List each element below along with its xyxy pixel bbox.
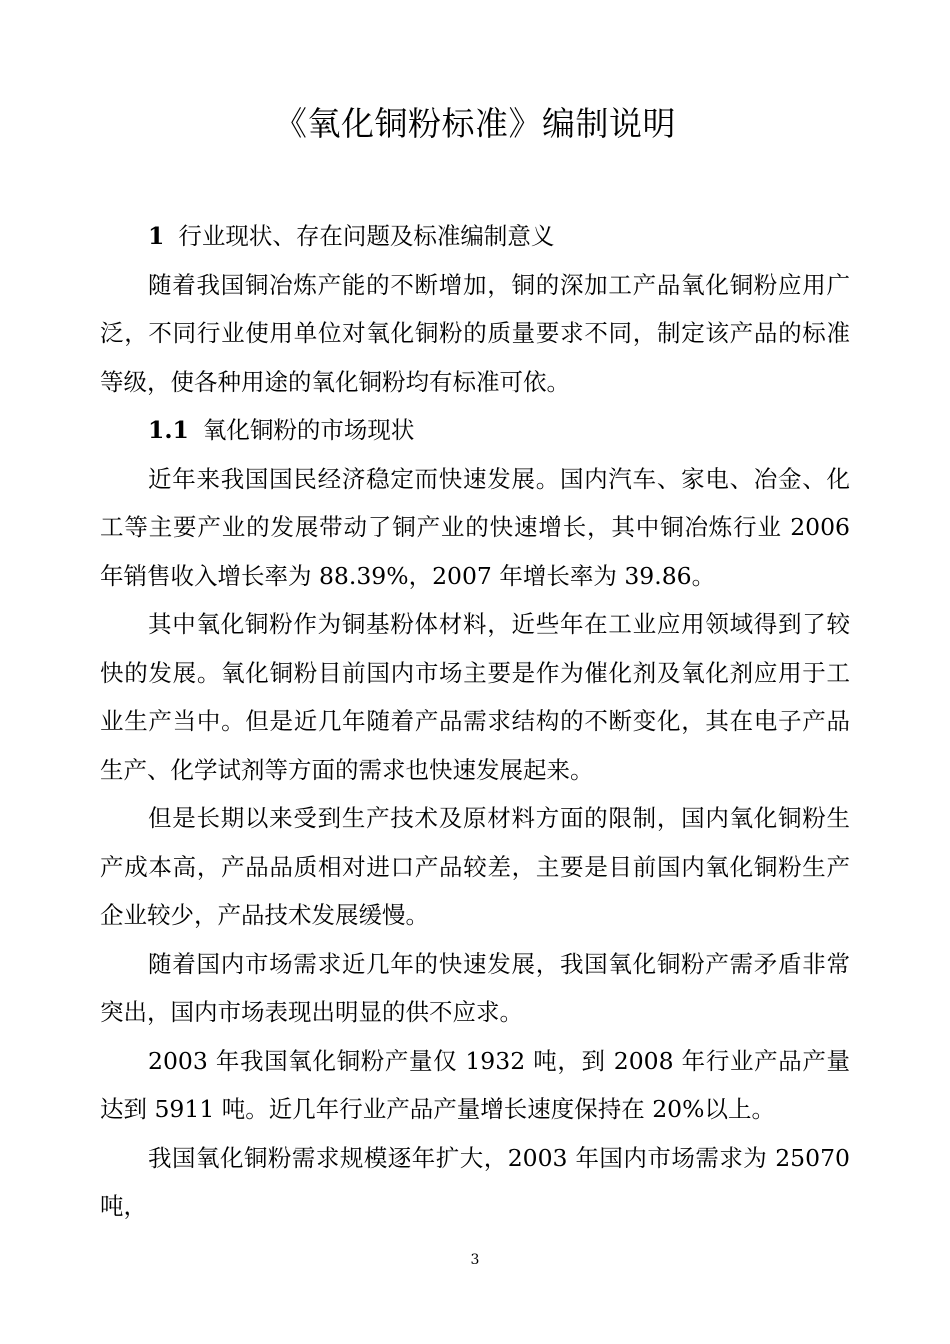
- paragraph: 2003 年我国氧化铜粉产量仅 1932 吨，到 2008 年行业产品产量达到 5911 吨。近几年行业产品产量增长速度保持在 20%以上。: [100, 1046, 850, 1123]
- intro-paragraph: 随着我国铜冶炼产能的不断增加，铜的深加工产品氧化铜粉应用广泛，不同行业使用单位对氧化铜粉的质量要求不同，制定该产品的标准等级，使各种用途的氧化铜粉均有标准可依。: [100, 270, 850, 396]
- section-title: 氧化铜粉的市场现状: [202, 416, 415, 444]
- paragraph: 其中氧化铜粉作为铜基粉体材料，近些年在工业应用领域得到了较快的发展。氧化铜粉目前国内市场主要是作为催化剂及氧化剂应用于工业生产当中。但是近几年随着产品需求结构的不断变化，其在电子产品生产、化学试剂等方面的需求也快速发展起来。: [100, 610, 850, 784]
- section-number: 1: [148, 222, 165, 250]
- section-number: 1.1: [148, 416, 189, 444]
- document-title: 《氧化铜粉标准》编制说明: [274, 104, 676, 143]
- paragraph: 但是长期以来受到生产技术及原材料方面的限制，国内氧化铜粉生产成本高，产品品质相对进口产品较差，主要是目前国内氧化铜粉生产企业较少，产品技术发展缓慢。: [100, 804, 850, 929]
- document-body: [100, 212, 850, 1231]
- section-heading-1-1: [100, 406, 850, 455]
- paragraph: 我国氧化铜粉需求规模逐年扩大，2003 年国内市场需求为 25070 吨，: [100, 1143, 850, 1220]
- section-heading-1: [100, 212, 850, 261]
- page-number: 3: [470, 1252, 480, 1268]
- section-title: 行业现状、存在问题及标准编制意义: [178, 222, 555, 250]
- paragraph: 近年来我国国民经济稳定而快速发展。国内汽车、家电、冶金、化工等主要产业的发展带动了铜产业的快速增长，其中铜冶炼行业 2006 年销售收入增长率为 88.39%，2007 年增长率为 39.86。: [100, 464, 850, 590]
- paragraph: 随着国内市场需求近几年的快速发展，我国氧化铜粉产需矛盾非常突出，国内市场表现出明显的供不应求。: [100, 949, 850, 1026]
